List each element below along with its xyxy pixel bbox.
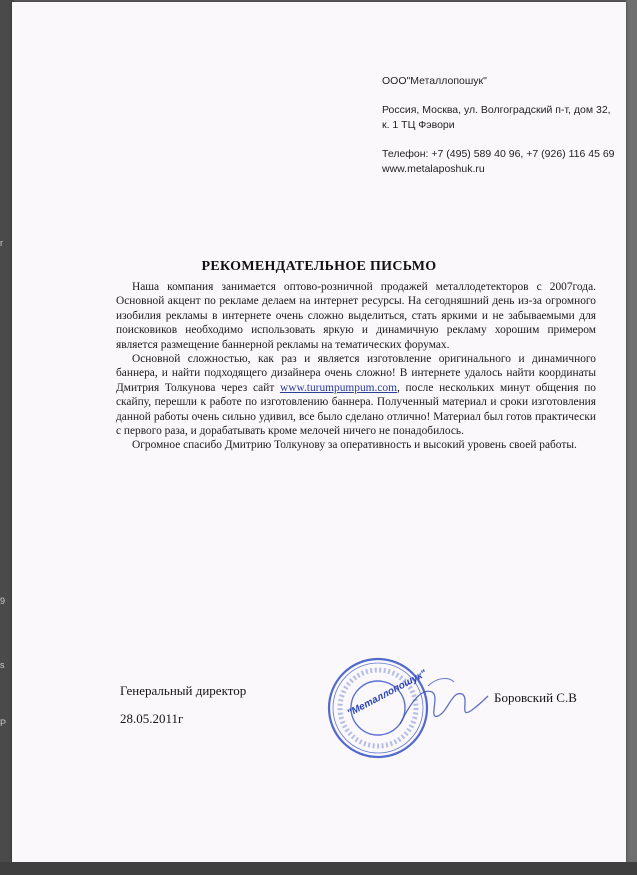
edge-fragment: P — [0, 718, 7, 728]
document-page — [12, 2, 626, 862]
address-line-1: Россия, Москва, ул. Волгоградский п-т, дом 32, — [382, 104, 611, 116]
company-phone: Телефон: +7 (495) 589 40 96, +7 (926) 116 45 69 — [382, 148, 615, 160]
letter-date: 28.05.2011г — [120, 711, 184, 726]
paragraph-3: Огромное спасибо Дмитрию Толкунову за оперативность и высокий уровень своей работы. — [132, 439, 577, 452]
company-website: www.metalaposhuk.ru — [382, 163, 485, 175]
website-link[interactable]: www.turumpumpum.com — [280, 381, 397, 394]
letterhead — [382, 74, 622, 177]
signatory-name: Боровский С.В — [494, 690, 577, 705]
company-address — [382, 103, 622, 133]
edge-fragment: s — [0, 660, 5, 670]
handwritten-signature — [392, 670, 492, 740]
letter-title: РЕКОМЕНДАТЕЛЬНОЕ ПИСЬМО — [201, 259, 437, 274]
paragraph-2-start: Основной сложностью, как раз и является изготовление оригинального и динамичного баннера, и найти подходящего дизайнера очень сложно! В интернете удалось найти координаты Дмитрия Толкунова через сайт — [116, 353, 596, 394]
company-name: ООО"Металлопошук" — [382, 75, 487, 87]
address-line-2: к. 1 ТЦ Фэвори — [382, 119, 455, 131]
edge-fragment: r — [0, 238, 3, 248]
edge-fragment: 9 — [0, 596, 6, 606]
paragraph-2-end: , после нескольких минут общения по скайпу, перешли к работе по изготовлению баннера. Полученный материал и сроки изготовления данной работы очень сильно удивил, все было сделано отлично! Материал был готов практически с первого раза, и дорабатывать кроме мелочей ничего не понадобилось. — [116, 381, 596, 438]
signatory-position: Генеральный директор — [120, 683, 247, 698]
paragraph-1: Наша компания занимается оптово-розничной продажей металлодетекторов с 2007года. Основной акцент по рекламе делаем на интернет ресурсы. На сегодняшний день из-за огромного изобилия рекламы в интернете очень сложно выделиться, стать яркими и не забываемыми для поисковиков необходимо использовать яркую и динамичную рекламу хорошим примером является размещение баннерной рекламы на тематических форумах. — [116, 281, 596, 351]
viewer-bottom-edge — [0, 862, 637, 875]
viewer-right-edge — [626, 0, 637, 875]
stamp-center-text: "Металлопошук" — [345, 668, 429, 720]
letter-body — [116, 280, 596, 453]
paragraph-2 — [116, 352, 596, 438]
